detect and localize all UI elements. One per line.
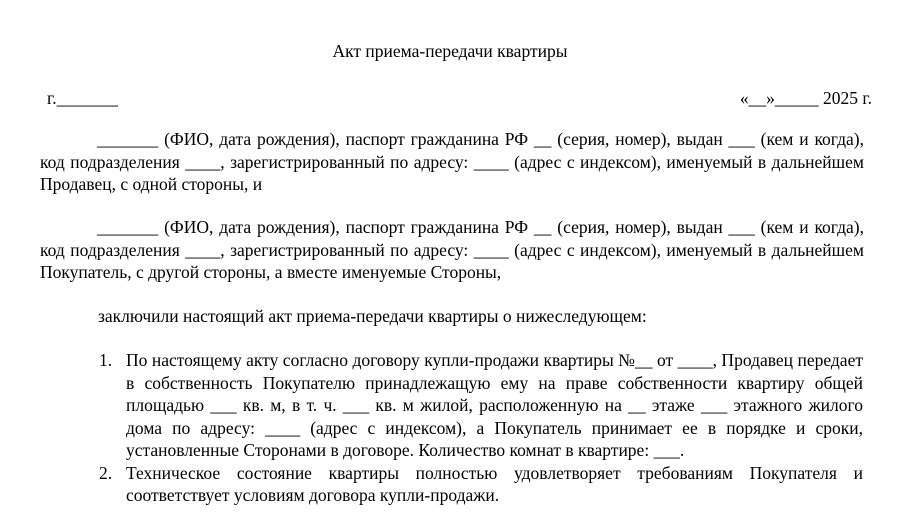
list-item: [0, 349, 900, 462]
party-buyer-paragraph: _______ (ФИО, дата рождения), паспорт гражданина РФ __ (серия, номер), выдан ___ (кем и когда), код подразделения ____, зарегистрированный по адресу: ____ (адрес с индексом), именуемый в дальнейшем Покупатель, с другой стороны, а вместе именуемые Стороны,: [40, 217, 864, 282]
city-line: г._______: [47, 88, 118, 108]
party-seller-paragraph: _______ (ФИО, дата рождения), паспорт гражданина РФ __ (серия, номер), выдан ___ (кем и когда), код подразделения ____, зарегистрированный по адресу: ____ (адрес с индексом), именуемый в дальнейшем Продавец, с одной стороны, и: [40, 129, 864, 194]
document-title: Акт приема-передачи квартиры: [332, 41, 568, 61]
list-item-text: Техническое состояние квартиры полностью удовлетворяет требованиям Покупателя и соответствует условиям договора купли-продажи.: [126, 462, 863, 505]
list-item-number: 1.: [99, 350, 113, 370]
numbered-list: [0, 349, 900, 507]
intro-paragraph: заключили настоящий акт приема-передачи квартиры о нижеследующем:: [98, 306, 647, 326]
list-item-text: По настоящему акту согласно договору купли-продажи квартиры №__ от ____, Продавец передает в собственность Покупателю принадлежащую ему на праве собственности квартиру общей площадью ___ кв. м, в т. ч. ___ кв. м жилой, расположенную на __ этаже ___ этажного жилого дома по адресу: ____ (адрес с индексом), а Покупатель принимает ее в порядке и сроки, установленные Сторонами в договоре. Количество комнат в квартире: ___.: [126, 350, 863, 460]
date-line: «__»_____ 2025 г.: [739, 88, 872, 108]
list-item: [0, 462, 900, 507]
list-item-number: 2.: [99, 462, 113, 483]
